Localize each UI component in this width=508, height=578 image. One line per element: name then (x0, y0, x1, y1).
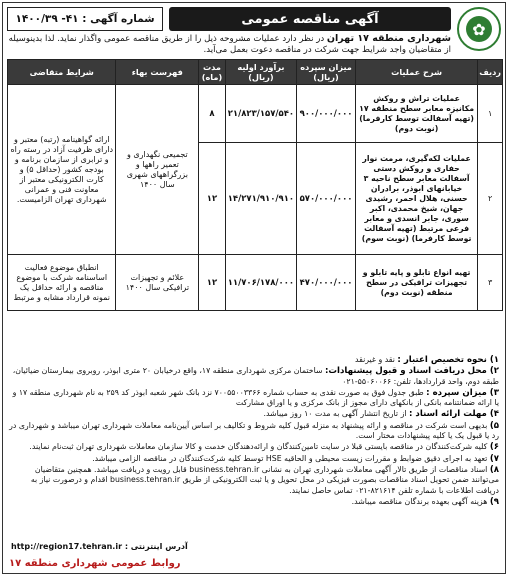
ad-title: آگهی مناقصه عمومی (169, 7, 451, 31)
price-list-cell: تجمیعی نگهداری و تعمیر راهها و بزرگراههای شهری سال ۱۴۰۰ (116, 85, 199, 255)
col-description: شرح عملیات (355, 60, 477, 85)
col-row: ردیف (478, 60, 503, 85)
row-duration: ۱۲ (199, 143, 226, 255)
col-estimate: برآورد اولیه (ریال) (225, 60, 296, 85)
col-price-list: فهرست بهاء (116, 60, 199, 85)
row-number: ۲ (478, 143, 503, 255)
row-description: عملیات لکه‌گیری، مرمت نوار حفاری و روکش دستی آسفالت معابر سطح ناحیه ۳ خیابانهای ابوذر، برادران حسنی، هلال احمر، رشیدی جهان، شیخ محمدی، اکبر سوری، جابر انسدی و معابر فرعی مرتبط (تهیه آسفالت توسط کارفرما) (نوبت سوم) (355, 143, 477, 255)
table-row (8, 255, 503, 311)
row-description: تهیه انواع تابلو و پایه تابلو و تجهیزات ترافیکی در سطح منطقه (نوبت دوم) (355, 255, 477, 311)
note-item: ۳) میزان سپرده : طبق جدول فوق به صورت نقدی به حساب شماره ۷۰۰۵۵۰۰۳۳۶۶ نزد بانک شهر شعبه ابوذر کد ۲۵۹ به نام شهرداری منطقه ۱۷ و یا ارائه ضمانتنامه بانکی از بانکهای دارای مجوز از بانک مرکزی و یا اوراق مشارکت (12, 387, 499, 408)
row-deposit: ۹۰۰/۰۰۰/۰۰۰ (297, 85, 356, 143)
notes-list (9, 355, 499, 508)
table-row (8, 85, 503, 143)
note-item: ۲) محل دریافت اسناد و قبول پیشنهادات: ساختمان مرکزی شهرداری منطقه ۱۷، واقع درخیابان ۲۰ متری ابوذر، روبروی بیمارستان ضیائیان، طبقه دوم، واحد قراردادها، تلفن: ۵۵۰۶۰۰۶۶-۰۲۱ (12, 366, 499, 386)
conditions-cell: انطباق موضوع فعالیت اساسنامه شرکت با موضوع مناقصه و ارائه حداقل یک نمونه قرارداد مشابه و مرتبط (8, 255, 116, 311)
row-deposit: ۵۷۰/۰۰۰/۰۰۰ (297, 143, 356, 255)
intro-text (7, 34, 451, 55)
row-duration: ۸ (199, 85, 226, 143)
note-item: ۵) بدیهی است شرکت در مناقصه و ارائه پیشنهاد به منزله قبول کلیه شروط و تکالیف بر اساس آیین‌نامه معاملات شهرداری تهران میباشد و شهرداری در رد یا قبول یک یا کلیه پیشنهادات مختار است. (9, 420, 499, 441)
note-item: ۱) نحوه تخصیص اعتبار : نقد و غیرنقد (355, 355, 499, 365)
row-duration: ۱۲ (199, 255, 226, 311)
note-item: ۴) مهلت ارائه اسناد : از تاریخ انتشار آگهی به مدت ۱۰ روز میباشد. (263, 409, 499, 420)
tender-advertisement (2, 2, 506, 574)
table-header-row (8, 60, 503, 85)
org-name: شهرداری منطقه ۱۷ تهران (326, 33, 451, 44)
tehran-municipality-logo (457, 7, 501, 51)
row-number: ۳ (478, 255, 503, 311)
row-description: عملیات تراش و روکش مکانیزه معابر سطح منطقه ۱۷ (تهیه آسفالت توسط کارفرما) (نوبت دوم) (355, 85, 477, 143)
price-list-cell: علائم و تجهیزات ترافیکی سال ۱۴۰۰ (116, 255, 199, 311)
row-estimate: ۱۱/۷۰۶/۱۷۸/۰۰۰ (225, 255, 296, 311)
header (3, 3, 505, 55)
col-duration: مدت (ماه) (199, 60, 226, 85)
note-item: ۸) اسناد مناقصات از طریق تالار آگهی معاملات شهرداری تهران به نشانی business.tehran.ir قابل رویت و دریافت میباشد. همچنین متقاضیان می‌توانند ضمن تحویل اسناد مناقصات بصورت فیزیکی در محل تحویل و یا ثبت الکترونیکی از طریق business.tehran.ir اقدام و درصورت نیاز به دریافت اطلاعات با شماره تلفن ۸۲۱۶۱۴-۰۲۱ تماس حاصل نمایند. (30, 464, 499, 495)
conditions-cell: ارائه گواهینامه (رتبه) معتبر و دارای ظرفیت آزاد در رسته راه و ترابری از سازمان برنامه و بودجه کشور (حداقل ۵) و کارت الکترونیکی معتبر از معاونت فنی و عمرانی شهرداری تهران الزامیست. (8, 85, 116, 255)
row-estimate: ۲۱/۸۲۳/۱۵۷/۵۴۰ (225, 85, 296, 143)
intro-body: در نظر دارد عملیات مشروحه ذیل را از طریق مناقصه عمومی واگذار نماید. لذا بدینوسیله از متقاضیان واجد شرایط جهت شرکت در مناقصه دعوت بعمل می‌آید. (8, 34, 451, 55)
website-link[interactable]: آدرس اینترنتی : http://region17.tehran.ir (11, 542, 188, 551)
col-deposit: میزان سپرده (ریال) (297, 60, 356, 85)
note-item: ۹) هزینه آگهی بعهده برندگان مناقصه میباشد. (351, 496, 499, 507)
row-number: ۱ (478, 85, 503, 143)
note-item: ۷) تعهد به اجرای دقیق ضوابط و مقررات زیست محیطی و الحاقیه HSE توسط کلیه شرکت‌کنندگان در مناقصه الزامی میباشد. (92, 453, 499, 464)
row-deposit: ۴۷۰/۰۰۰/۰۰۰ (297, 255, 356, 311)
row-estimate: ۱۴/۲۷۱/۹۱۰/۹۱۰ (225, 143, 296, 255)
logo-mark-icon: ✿ (466, 16, 492, 42)
tender-table (7, 59, 503, 311)
note-item: ۶) کلیه شرکت‌کنندگان در مناقصه بایستی قبلا در سایت تامین‌کنندگان و ارائه‌دهندگان خدمت و کالا سازمان معاملات شهرداری تهران ثبت‌نام نمایند. (29, 442, 499, 453)
footer-signature: روابط عمومی شهرداری منطقه ۱۷ (9, 558, 181, 569)
ad-number: شماره آگهی : ۴۱- ۱۴۰۰/۳۹ (7, 7, 163, 31)
col-conditions: شرایط متقاضی (8, 60, 116, 85)
